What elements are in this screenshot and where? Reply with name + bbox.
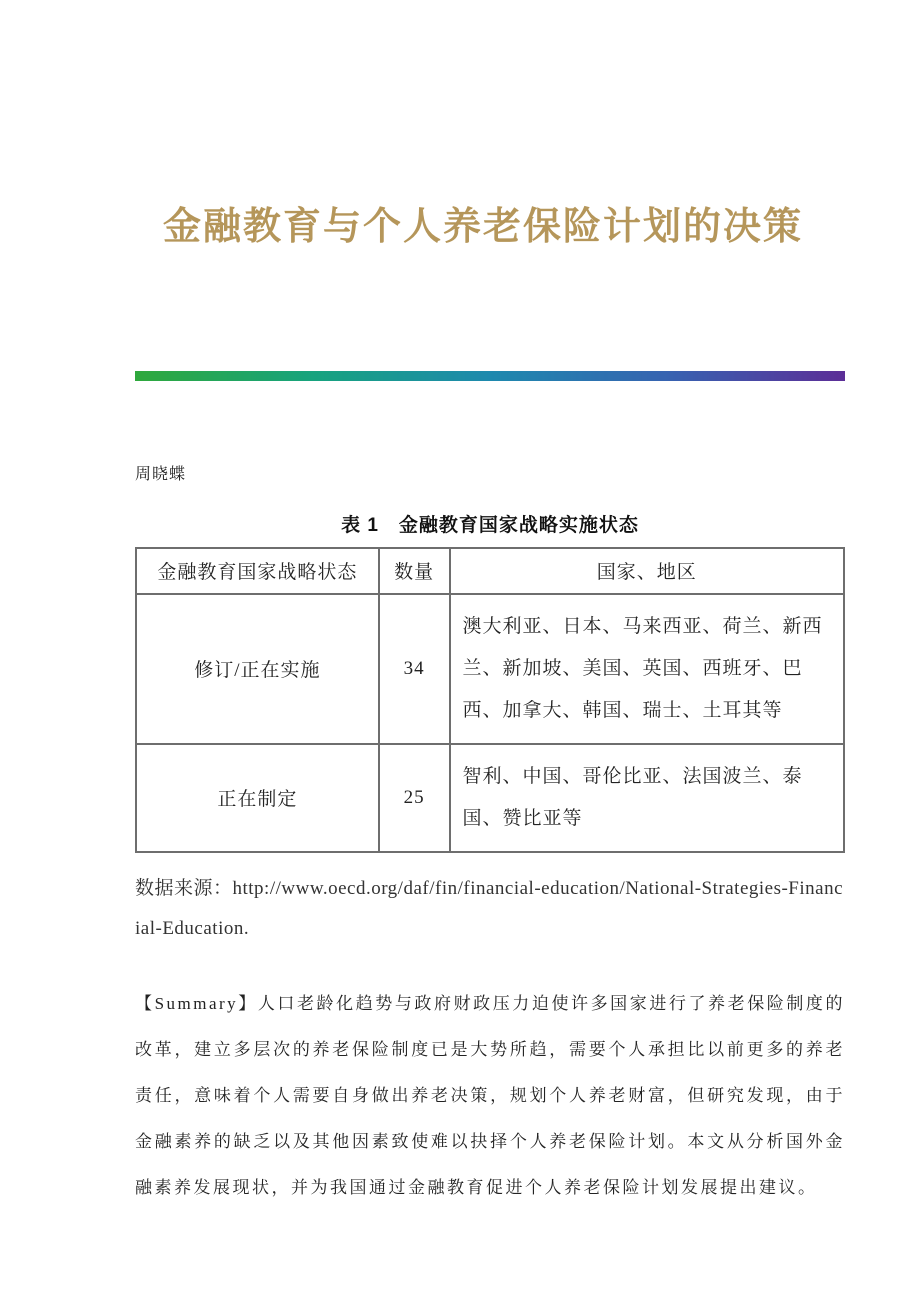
cell-count: 25	[379, 744, 450, 852]
cell-count: 34	[379, 594, 450, 744]
cell-status: 正在制定	[136, 744, 379, 852]
cell-countries: 智利、中国、哥伦比亚、法国波兰、泰国、赞比亚等	[450, 744, 844, 852]
summary-paragraph: 【Summary】人口老龄化趋势与政府财政压力迫使许多国家进行了养老保险制度的改革，建立多层次的养老保险制度已是大势所趋，需要个人承担比以前更多的养老责任，意味着个人需要自身做出养老决策，规划个人养老财富，但研究发现，由于金融素养的缺乏以及其他因素致使难以抉择个人养老保险计划。本文从分析国外金融素养发展现状，并为我国通过金融教育促进个人养老保险计划发展提出建议。	[135, 993, 845, 1197]
document-title: 金融教育与个人养老保险计划的决策	[163, 206, 804, 248]
data-source: 数据来源：http://www.oecd.org/daf/fin/financial-education/National-Strategies-Financial-Education.	[135, 877, 844, 939]
table-caption: 表 1 金融教育国家战略实施状态	[341, 514, 639, 536]
table-header-status: 金融教育国家战略状态	[136, 548, 379, 594]
table-header-countries: 国家、地区	[450, 548, 844, 594]
table-row	[136, 744, 844, 852]
table-row	[136, 594, 844, 744]
table-header-row	[136, 548, 844, 594]
cell-countries: 澳大利亚、日本、马来西亚、荷兰、新西兰、新加坡、美国、英国、西班牙、巴西、加拿大、韩国、瑞士、土耳其等	[450, 594, 844, 744]
author-name: 周晓蝶	[135, 465, 187, 483]
cell-status: 修订/正在实施	[136, 594, 379, 744]
strategy-table	[135, 547, 845, 853]
divider-gradient-bar	[135, 371, 845, 381]
table-header-count: 数量	[379, 548, 450, 594]
document-content	[135, 0, 845, 1211]
